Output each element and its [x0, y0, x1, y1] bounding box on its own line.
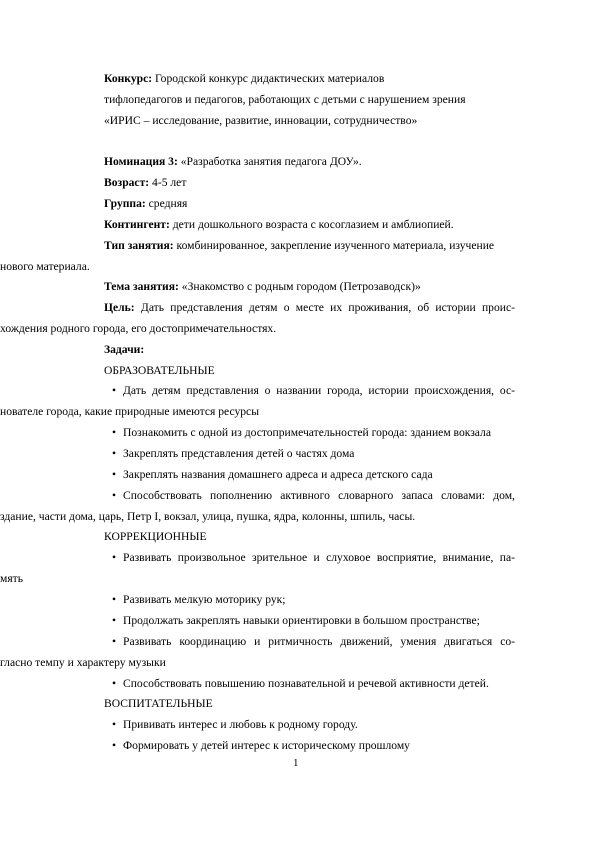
goal-word: проис-: [481, 301, 515, 314]
bullet-icon: •: [111, 447, 117, 460]
item-text-continued: гласно темпу и характеру музыки: [0, 656, 166, 669]
bullet-icon: •: [111, 384, 117, 397]
goal-word: месте: [295, 301, 324, 314]
list-item: [0, 551, 515, 565]
group-value: средняя: [145, 197, 188, 210]
list-item: [0, 739, 515, 753]
list-item: [0, 468, 515, 482]
item-text: Развивать произвольное зрительное и слуховое восприятие, внимание, па-: [123, 551, 515, 564]
item-text-continued: нователе города, какие природные имеются ресурсы: [0, 405, 259, 418]
list-item: [0, 677, 515, 691]
nomination-value: «Разработка занятия педагога ДОУ».: [177, 155, 362, 168]
contingent-value: дети дошкольного возраста с косоглазием и амблиопией.: [169, 218, 454, 231]
age-line: [104, 176, 186, 190]
goal-word: Дать: [140, 301, 165, 314]
goal-word: о: [283, 301, 290, 314]
group-label: Группа:: [104, 197, 146, 210]
item-text: Продолжать закреплять навыки ориентировки в большом пространстве;: [123, 614, 480, 627]
item-text: Прививать интерес и любовь к родному городу.: [123, 718, 358, 731]
nomination-label: Номинация 3:: [104, 155, 178, 168]
goal-line: [104, 301, 515, 315]
bullet-icon: •: [111, 635, 117, 648]
tasks-heading: [104, 343, 144, 357]
list-item: [0, 384, 515, 398]
item-text: Дать детям представления о названии города, истории происхождения, ос-: [123, 384, 515, 397]
nomination-line: [104, 155, 362, 169]
list-item: [0, 489, 515, 503]
section-correctional: КОРРЕКЦИОННЫЕ: [104, 530, 207, 543]
item-text-continued: мять: [0, 572, 24, 585]
goal-word: детям: [248, 301, 278, 314]
contingent-line: [104, 218, 454, 232]
age-label: Возраст:: [104, 176, 150, 189]
list-item: [0, 635, 515, 649]
lesson-type-label: Тип занятия:: [104, 239, 174, 252]
goal-label: Цель:: [104, 301, 135, 314]
tasks-label: Задачи:: [104, 343, 145, 356]
item-text-continued: здание, части дома, царь, Петр I, вокзал, улица, пушка, ядра, колонны, шпиль, часы.: [0, 510, 416, 523]
contest-line-2: тифлопедагогов и педагогов, работающих с детьми с нарушением зрения: [104, 93, 466, 106]
page-number: 1: [293, 757, 299, 769]
bullet-icon: •: [111, 614, 117, 627]
bullet-icon: •: [111, 593, 117, 606]
topic-value: «Знакомство с родным городом (Петрозаводск)»: [178, 280, 421, 293]
list-item: [0, 718, 515, 732]
bullet-icon: •: [111, 551, 117, 564]
section-upbringing: ВОСПИТАТЕЛЬНЫЕ: [104, 697, 213, 710]
item-text: Способствовать пополнению активного словарного запаса словами: дом,: [123, 489, 515, 502]
lesson-type-value: комбинированное, закрепление изученного материала, изучение: [173, 239, 495, 252]
goal-line-2: хождения родного города, его достопримечательностях.: [0, 322, 277, 335]
contest-text: Городской конкурс дидактических материалов: [152, 72, 385, 85]
bullet-icon: •: [111, 468, 117, 481]
goal-word: их: [330, 301, 343, 314]
contest-label: Конкурс:: [104, 72, 153, 85]
item-text: Познакомить с одной из достопримечательностей города: зданием вокзала: [123, 426, 491, 439]
item-text: Развивать мелкую моторику рук;: [123, 593, 286, 606]
age-value: 4-5 лет: [149, 176, 187, 189]
item-text: Формировать у детей интерес к историческому прошлому: [123, 739, 410, 752]
bullet-icon: •: [111, 718, 117, 731]
goal-word: проживания,: [348, 301, 412, 314]
bullet-icon: •: [111, 489, 117, 502]
section-educational: ОБРАЗОВАТЕЛЬНЫЕ: [104, 364, 215, 377]
item-text: Способствовать повышению познавательной и речевой активности детей.: [123, 677, 489, 690]
group-line: [104, 197, 187, 211]
bullet-icon: •: [111, 739, 117, 752]
bullet-icon: •: [111, 426, 117, 439]
goal-word: представления: [170, 301, 243, 314]
contingent-label: Контингент:: [104, 218, 170, 231]
item-text: Закреплять названия домашнего адреса и адреса детского сада: [123, 468, 433, 481]
contest-line-3: «ИРИС – исследование, развитие, инновации, сотрудничество»: [104, 114, 418, 127]
bullet-icon: •: [111, 677, 117, 690]
lesson-type-line-2: нового материала.: [0, 260, 90, 273]
topic-label: Тема занятия:: [104, 280, 179, 293]
goal-word: об: [417, 301, 430, 314]
lesson-type-line: [104, 239, 494, 253]
topic-line: [104, 280, 421, 294]
item-text: Закреплять представления детей о частях дома: [123, 447, 355, 460]
contest-line-1: [104, 72, 384, 86]
list-item: [0, 447, 515, 461]
list-item: [0, 426, 515, 440]
item-text: Развивать координацию и ритмичность движений, умения двигаться со-: [123, 635, 515, 648]
list-item: [0, 614, 515, 628]
goal-word: истории: [435, 301, 476, 314]
list-item: [0, 593, 515, 607]
